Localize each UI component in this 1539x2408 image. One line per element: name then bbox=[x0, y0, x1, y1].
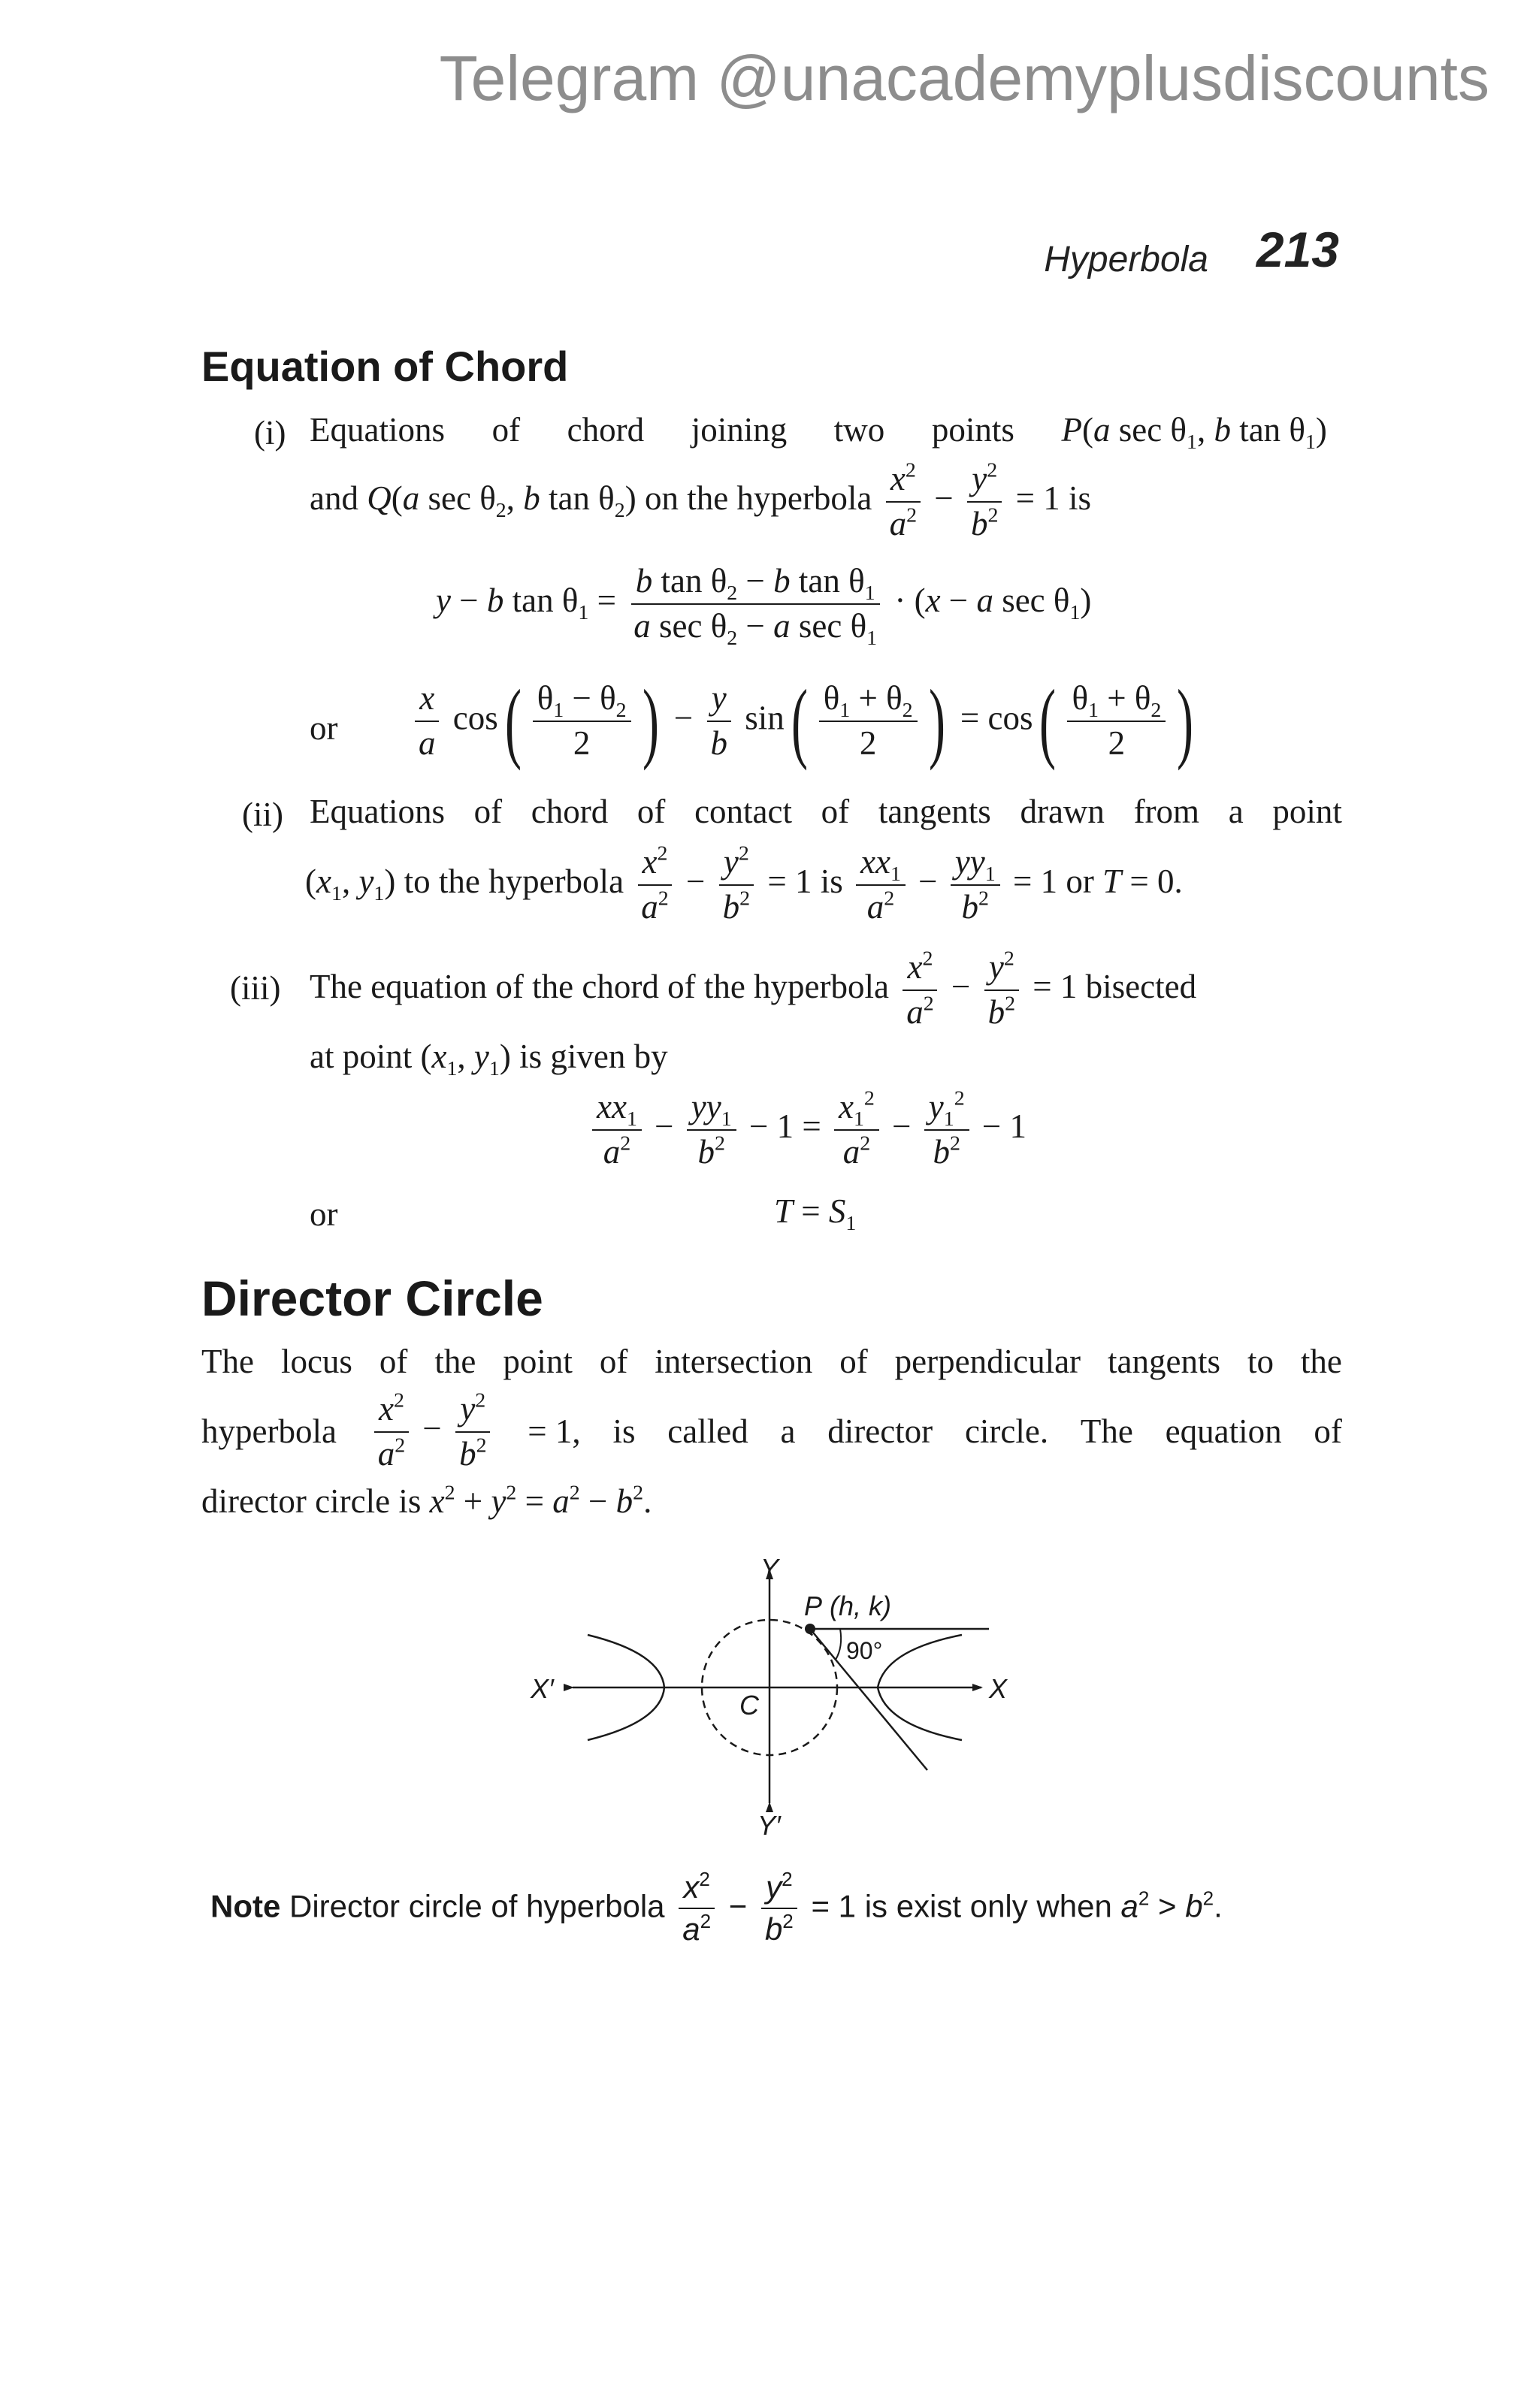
y-axis-label: Y bbox=[760, 1553, 779, 1584]
fraction: $\frac{xx_1}{a^2}$ bbox=[856, 843, 906, 927]
word: chord bbox=[531, 793, 609, 830]
word: points bbox=[931, 411, 1014, 449]
item-label-iii: (iii) bbox=[230, 969, 281, 1007]
word: Equations bbox=[310, 411, 445, 449]
word: of bbox=[491, 411, 521, 449]
word: intersection bbox=[655, 1343, 813, 1380]
word: point bbox=[503, 1343, 573, 1380]
word: perpendicular bbox=[894, 1343, 1081, 1380]
item-label-i: (i) bbox=[254, 414, 286, 452]
page-number: 213 bbox=[1256, 222, 1339, 277]
equation-t-s1: $T = S_1$ bbox=[774, 1192, 857, 1235]
word: equation bbox=[1165, 1412, 1282, 1451]
word: of bbox=[821, 793, 850, 830]
word: The bbox=[1080, 1412, 1133, 1451]
word: Equations bbox=[310, 793, 445, 830]
equation-chord-midpoint: $\frac{xx_1}{a^2}$ − $\frac{yy_1}{b^2}$ − 1 = $\frac{x_1^2}{a^2}$ − $\frac{y_1^2}{b^2}$ − 1 bbox=[588, 1088, 1027, 1172]
word: director bbox=[827, 1412, 933, 1451]
fraction: $\frac{x^2}{a^2}$ bbox=[373, 1390, 410, 1474]
fraction: $\frac{\theta_1 + \theta_2}{2}$ bbox=[1067, 679, 1166, 763]
word: of bbox=[636, 793, 666, 830]
word: drawn bbox=[1020, 793, 1105, 830]
word: of bbox=[473, 793, 503, 830]
or-label: or bbox=[310, 1195, 338, 1233]
word: the bbox=[434, 1343, 476, 1380]
word: from bbox=[1133, 793, 1200, 830]
angle-label: 90° bbox=[846, 1637, 883, 1664]
word: the bbox=[1300, 1343, 1342, 1380]
item-iii-line-1: The equation of the chord of the hyperbola $\frac{x^2}{a^2}$ − $\frac{y^2}{b^2}$ = 1 bisected bbox=[310, 947, 1197, 1031]
fraction: $\frac{y}{b}$ bbox=[706, 679, 732, 763]
fraction: $\frac{x}{a}$ bbox=[414, 679, 440, 763]
fraction: $\frac{x^2}{a^2}$ bbox=[885, 460, 921, 544]
word: chord bbox=[567, 411, 645, 449]
equation-chord-trig: $\frac{x}{a}$ cos( $\frac{\theta_1 - \theta_2}{2}$ ) − $\frac{y}{b}$ sin( $\frac{\theta_1 + \theta_2}{2}$ ) = cos( $\frac{\theta_1 + \theta_2}{2}$ ) bbox=[410, 676, 1200, 766]
item-i-line-2: and Q(a $\sec \theta_2$, b $\tan \theta_2$) on the hyperbola $\frac{x^2}{a^2}$ − $\frac{y^2}{b^2}$ = 1 is bbox=[310, 458, 1092, 542]
item-iii-line-2: at point ($x_1$, $y_1$) is given by bbox=[310, 1038, 668, 1080]
word: hyperbola bbox=[201, 1412, 337, 1451]
fraction: $\frac{\theta_1 + \theta_2}{2}$ bbox=[819, 679, 918, 763]
word: two bbox=[833, 411, 885, 449]
math-hyperbola-lhs: $\frac{x^2}{a^2}$ − $\frac{y^2}{b^2}$ bbox=[369, 1390, 496, 1474]
word: tangents bbox=[1108, 1343, 1220, 1380]
word: contact bbox=[694, 793, 793, 830]
fraction: $\frac{\theta_1 - \theta_2}{2}$ bbox=[533, 679, 631, 763]
word: The bbox=[201, 1343, 254, 1380]
fraction: $\frac{y^2}{b^2}$ bbox=[455, 1390, 491, 1474]
word: = 1, bbox=[528, 1412, 581, 1451]
word: a bbox=[780, 1412, 796, 1451]
word: a bbox=[1228, 793, 1244, 830]
fraction: $\frac{y^2}{b^2}$ bbox=[984, 948, 1020, 1032]
word: of bbox=[379, 1343, 408, 1380]
word: is bbox=[612, 1412, 636, 1451]
angle-arc bbox=[836, 1629, 841, 1660]
word: point bbox=[1272, 793, 1342, 830]
word: of bbox=[839, 1343, 868, 1380]
word: joining bbox=[691, 411, 788, 449]
director-line-3: director circle is $x^2 + y^2 = a^2 - b^2$. bbox=[201, 1481, 652, 1520]
fraction: $\frac{x^2}{a^2}$ bbox=[678, 1869, 715, 1948]
word: tangents bbox=[878, 793, 991, 830]
word: locus bbox=[280, 1343, 352, 1380]
fraction: $\frac{xx_1}{a^2}$ bbox=[592, 1088, 642, 1172]
watermark-text: Telegram @unacademyplusdiscounts bbox=[439, 43, 1489, 113]
fraction: $\frac{b \tan \theta_2 - b \tan \theta_1}{a \sec \theta_2 - a \sec \theta_1}$ bbox=[629, 562, 881, 646]
math-point-p: P(a $\sec \theta_1$, b $\tan \theta_1$) bbox=[1061, 411, 1327, 454]
item-label-ii: (ii) bbox=[242, 796, 283, 833]
fraction: $\frac{x^2}{a^2}$ bbox=[636, 843, 673, 927]
word: to bbox=[1247, 1343, 1274, 1380]
fraction: $\frac{y^2}{b^2}$ bbox=[760, 1869, 798, 1948]
running-head: Hyperbola bbox=[1044, 240, 1208, 279]
fraction: $\frac{y^2}{b^2}$ bbox=[718, 843, 754, 927]
word: circle. bbox=[964, 1412, 1049, 1451]
word: called bbox=[667, 1412, 748, 1451]
x-axis-label: X bbox=[989, 1673, 1008, 1704]
point-p-label: P bbox=[804, 1591, 823, 1621]
fraction: $\frac{yy_1}{b^2}$ bbox=[951, 843, 1000, 927]
word: of bbox=[599, 1343, 628, 1380]
center-label: C bbox=[739, 1690, 759, 1721]
math-point-q: Q(a $\sec \theta_2$, b $\tan \theta_2$) bbox=[367, 479, 636, 522]
fraction: $\frac{x^2}{a^2}$ bbox=[902, 948, 938, 1032]
point-p bbox=[805, 1624, 815, 1634]
fraction: $\frac{yy_1}{b^2}$ bbox=[687, 1088, 736, 1172]
section-heading-chord: Equation of Chord bbox=[201, 343, 569, 390]
point-p-coords: (h, k) bbox=[830, 1591, 892, 1621]
note-label: Note bbox=[210, 1888, 281, 1924]
or-label: or bbox=[310, 709, 338, 747]
fraction: $\frac{y^2}{b^2}$ bbox=[966, 460, 1002, 544]
word: of bbox=[1314, 1412, 1342, 1451]
fraction: $\frac{y_1^2}{b^2}$ bbox=[924, 1088, 969, 1172]
fraction: $\frac{x_1^2}{a^2}$ bbox=[834, 1088, 879, 1172]
note: Note Director circle of hyperbola $\frac{x^2}{a^2}$ − $\frac{y^2}{b^2}$ = 1 is exist only when $a^2 > b^2$. bbox=[210, 1867, 1223, 1947]
y-prime-label: Y′ bbox=[757, 1810, 781, 1841]
item-ii-line-2: ($x_1$, $y_1$) to the hyperbola $\frac{x^2}{a^2}$ − $\frac{y^2}{b^2}$ = 1 is $\frac{xx_1}{a^2}$ − $\frac{yy_1}{b^2}$ = 1 or T = 0. bbox=[305, 841, 1183, 926]
x-prime-label: X′ bbox=[531, 1673, 554, 1704]
section-heading-director-circle: Director Circle bbox=[201, 1270, 543, 1326]
equation-chord-slope: y − b $\tan \theta_1$ = $\frac{b \tan \theta_2 - b \tan \theta_1}{a \sec \theta_2 - a \sec \theta_1}$ · (x − a $\sec \theta_1$) bbox=[436, 562, 1092, 650]
